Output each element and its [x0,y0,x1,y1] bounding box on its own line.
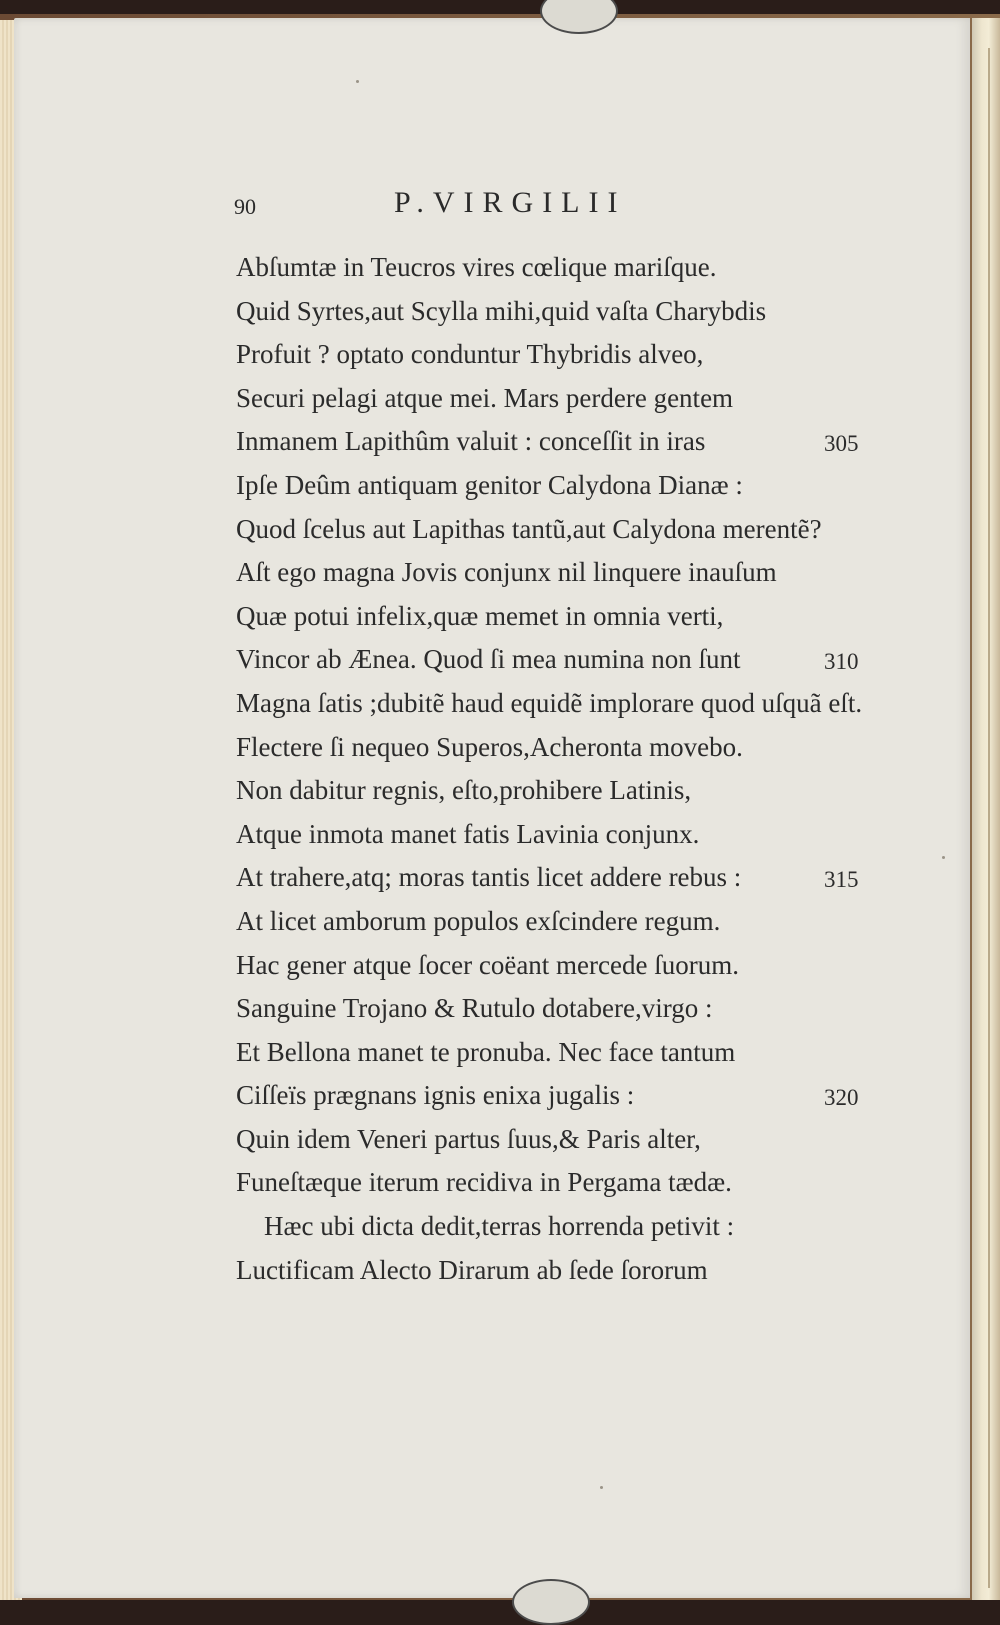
verse-line [236,1118,896,1162]
verse-text: Securi pelagi atque mei. Mars perdere gentem [236,382,734,413]
verse-line [236,769,896,813]
verse-line [236,420,896,464]
page-edges-right [972,18,1000,1600]
verse-line [236,944,896,988]
page-header [234,186,794,226]
verse-text: Magna ſatis ;dubitẽ haud equidẽ implorare quod uſquã eſt. [236,687,863,718]
verse-text: Hæc ubi dicta dedit,terras horrenda petivit : [264,1211,735,1242]
verse-text: Vincor ab Ænea. Quod ſi mea numina non ſunt [236,644,741,675]
book-clasp-bottom [512,1579,590,1625]
line-number: 320 [824,1085,859,1111]
verse-line [236,464,896,508]
verse-line [236,290,896,334]
verse-text: Hac gener atque ſocer coëant mercede ſuorum. [236,949,739,980]
verse-text: Quod ſcelus aut Lapithas tantũ,aut Calydona merentẽ? [236,513,822,544]
paper-speck [942,856,945,859]
verse-text: Profuit ? optato conduntur Thybridis alveo, [236,339,704,370]
verse-text: Quin idem Veneri partus ſuus,& Paris alter, [236,1123,701,1154]
page-number: 90 [234,194,256,219]
verse-line [236,682,896,726]
verse-text: At licet amborum populos exſcindere regum. [236,905,721,936]
verse-text: Inmanem Lapithûm valuit : conceſſit in iras [236,426,706,457]
verse-line [236,551,896,595]
verse-line [236,246,896,290]
verse-line [236,900,896,944]
paper-speck [600,1486,603,1489]
verse-block [236,246,896,1292]
verse-text: Funeſtæque iterum recidiva in Pergama tædæ. [236,1167,732,1198]
line-number: 310 [824,649,859,675]
verse-line [236,1205,896,1249]
verse-text: Ciſſeïs prægnans ignis enixa jugalis : [236,1080,635,1111]
verse-text: Ipſe Deûm antiquam genitor Calydona Dianæ : [236,469,743,500]
verse-line [236,1074,896,1118]
verse-line [236,638,896,682]
verse-line [236,377,896,421]
verse-text: Luctificam Alecto Dirarum ab ſede ſororum [236,1254,708,1285]
verse-text: Flectere ſi nequeo Superos,Acheronta movebo. [236,731,743,762]
line-number: 305 [824,431,859,457]
verse-text: Non dabitur regnis, eſto,prohibere Latinis, [236,775,692,806]
verse-line [236,595,896,639]
verse-line [236,508,896,552]
verse-text: Abſumtæ in Teucros vires cœlique mariſque. [236,252,717,282]
verse-line [236,856,896,900]
verse-text: Aſt ego magna Jovis conjunx nil linquere inauſum [236,557,777,588]
verse-text: At trahere,atq; moras tantis licet addere rebus : [236,862,742,893]
verse-text: Et Bellona manet te pronuba. Nec face tantum [236,1036,736,1067]
verse-line [236,726,896,770]
verse-text: Quæ potui infelix,quæ memet in omnia verti, [236,600,724,631]
verse-line [236,987,896,1031]
verse-line [236,1031,896,1075]
verse-text: Sanguine Trojano & Rutulo dotabere,virgo : [236,993,713,1024]
verse-line [236,333,896,377]
running-head: P.VIRGILII [394,186,627,219]
line-number: 315 [824,867,859,893]
verse-line [236,1249,896,1293]
verse-line [236,813,896,857]
verse-text: Atque inmota manet fatis Lavinia conjunx. [236,818,700,849]
verse-text: Quid Syrtes,aut Scylla mihi,quid vaſta Charybdis [236,295,767,326]
verse-line [236,1161,896,1205]
page-edge-line [988,48,990,1588]
paper-speck [356,80,359,83]
